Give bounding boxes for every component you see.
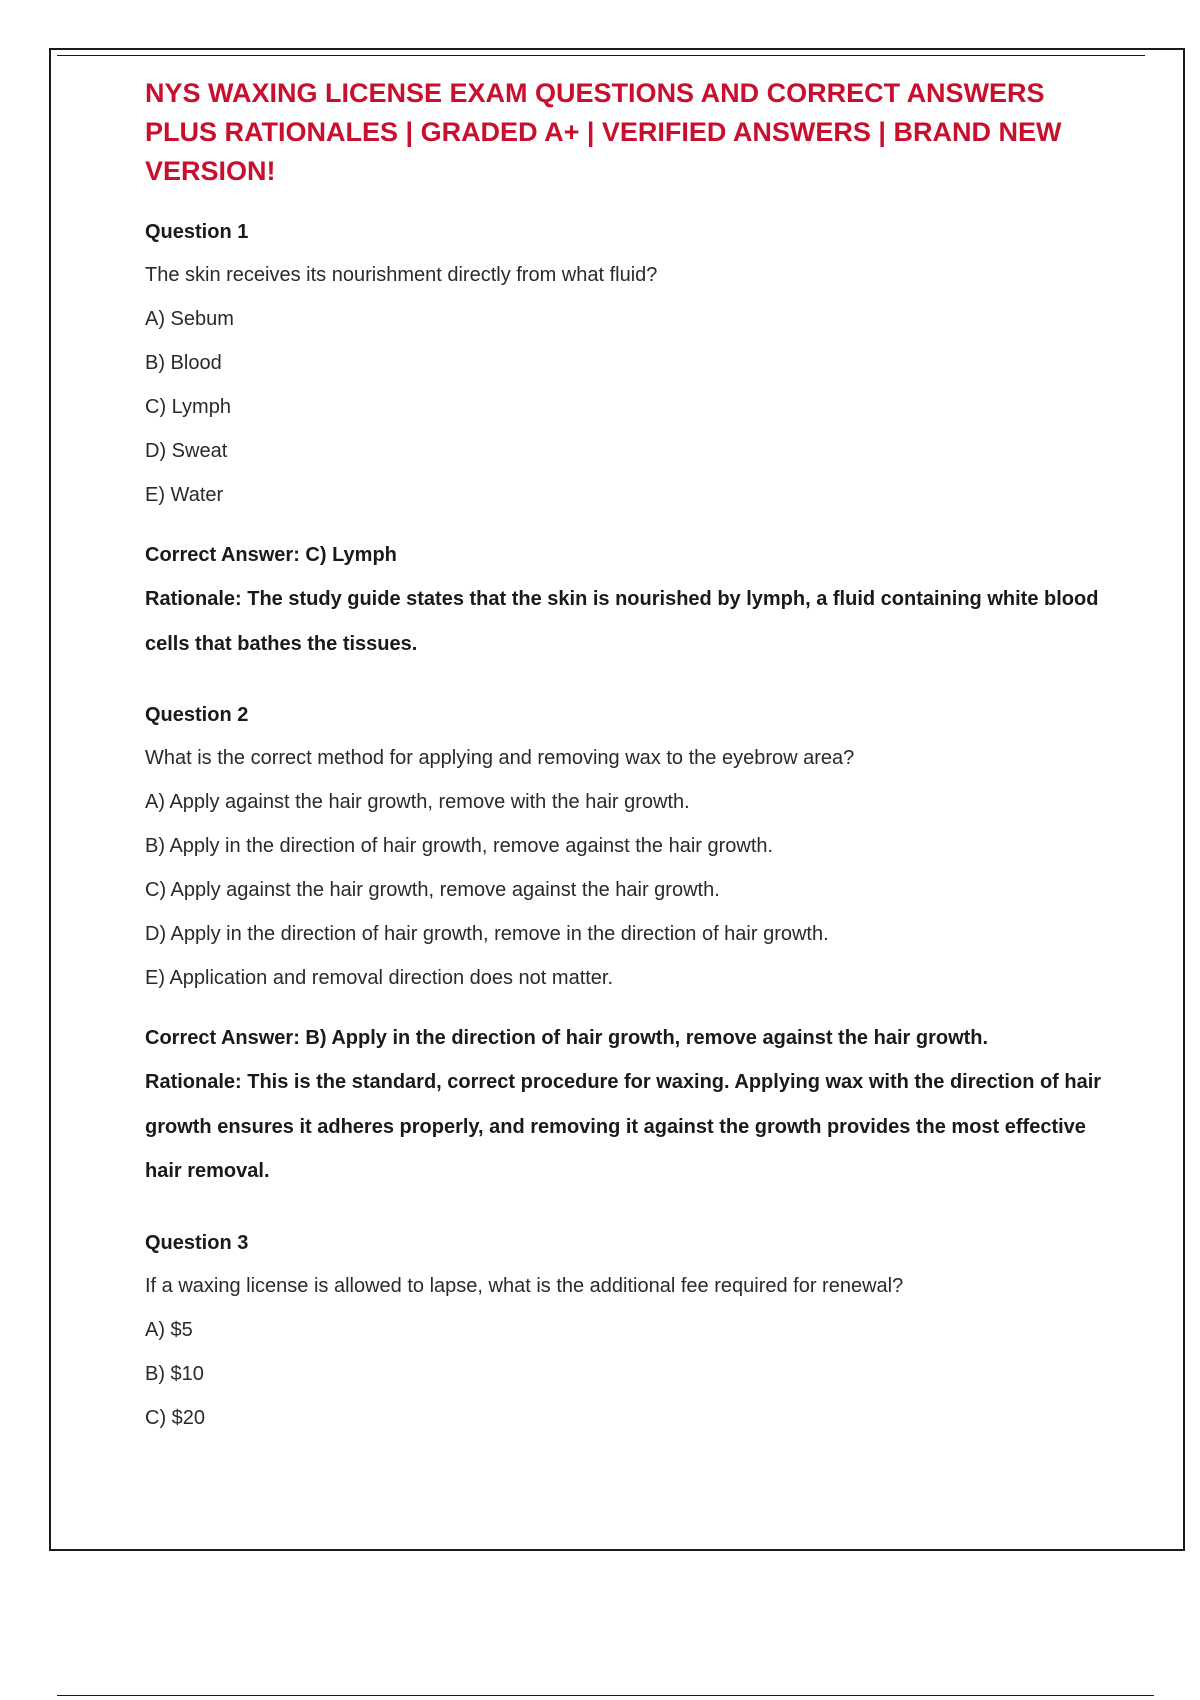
document-content (145, 74, 1105, 1432)
option-e: E) Water (145, 484, 224, 506)
option-a: A) Apply against the hair growth, remove with the hair growth. (145, 791, 690, 813)
question-text: If a waxing license is allowed to lapse, what is the additional fee required for renewal? (145, 1274, 904, 1297)
option-c: C) $20 (145, 1406, 206, 1429)
option-c: C) Apply against the hair growth, remove against the hair growth. (145, 879, 720, 901)
option-a: A) $5 (145, 1318, 193, 1341)
question-text: The skin receives its nourishment directly from what fluid? (145, 264, 658, 286)
question-heading: Question 2 (145, 704, 249, 726)
option-d: D) Sweat (145, 440, 228, 462)
option-d: D) Apply in the direction of hair growth, remove in the direction of hair growth. (145, 923, 829, 945)
option-e: E) Application and removal direction does not matter. (145, 967, 614, 989)
option-b: B) $10 (145, 1362, 204, 1385)
rationale: Rationale: The study guide states that the skin is nourished by lymph, a fluid containing white blood cells that bathes the tissues. (145, 588, 1099, 655)
question-3 (145, 1229, 1105, 1432)
question-2 (145, 701, 1105, 1194)
correct-answer: Correct Answer: B) Apply in the direction of hair growth, remove against the hair growth. (145, 1027, 989, 1049)
correct-answer: Correct Answer: C) Lymph (145, 544, 397, 566)
question-heading: Question 3 (145, 1231, 249, 1254)
question-heading: Question 1 (145, 221, 249, 243)
option-a: A) Sebum (145, 308, 234, 330)
bottom-rule (57, 1695, 1154, 1696)
top-rule (57, 55, 1145, 56)
option-c: C) Lymph (145, 396, 231, 418)
option-b: B) Blood (145, 352, 222, 374)
option-b: B) Apply in the direction of hair growth, remove against the hair growth. (145, 835, 774, 857)
question-1 (145, 218, 1105, 666)
rationale: Rationale: This is the standard, correct procedure for waxing. Applying wax with the direction of hair growth ensures it adheres properly, and removing it against the growth provides the most effective hair removal. (145, 1071, 1102, 1182)
question-text: What is the correct method for applying and removing wax to the eyebrow area? (145, 747, 855, 769)
document-title: NYS WAXING LICENSE EXAM QUESTIONS AND CORRECT ANSWERS PLUS RATIONALES | GRADED A+ | VERIFIED ANSWERS | BRAND NEW VERSION! (145, 78, 1062, 186)
